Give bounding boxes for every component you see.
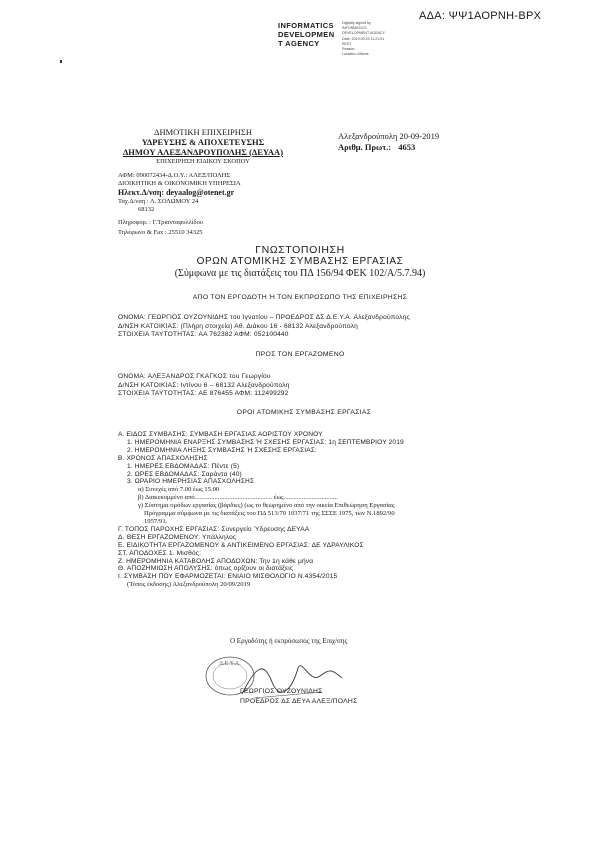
employer-heading: ΑΠΟ ΤΟΝ ΕΡΓΟΔΟΤΗ Ή ΤΟΝ ΕΚΠΡΟΣΩΠΟ ΤΗΣ ΕΠΙΧΕΙΡΗΣΗΣ [192, 294, 408, 301]
term-line: Α. ΕΙΔΟΣ ΣΥΜΒΑΣΗΣ: ΣΥΜΒΑΣΗ ΕΡΓΑΣΙΑΣ ΑΟΡΙΣΤΟΥ ΧΡΟΝΟΥ [118, 431, 323, 438]
logo-small-line: Digitally signed by [342, 21, 371, 25]
document-title: ΓΝΩΣΤΟΠΟΙΗΣΗ [255, 244, 345, 256]
employer-address: Δ/ΝΣΗ ΚΑΤΟΙΚΙΑΣ: (Πλήρη στοιχεία) Αθ. Διάκου 16 - 68132 Αλεξανδρούπολη [118, 322, 358, 330]
term-line: 1957/91. [144, 517, 168, 525]
address-line: Ταχ.Δ/νση : Λ. ΣΟΛΩΜΟΥ 24 [118, 198, 199, 205]
protocol-number [338, 142, 439, 153]
contact-line: Πληροφορ. : Γ.Τριανταφυλλίδου [118, 219, 204, 226]
term-line: 1. ΗΜΕΡΕΣ ΕΒΔΟΜΑΔΑΣ: Πέντε (5) [127, 462, 240, 470]
employer-name: ΟΝΟΜΑ: ΓΕΩΡΓΙΟΣ ΟΥΖΟΥΝΙΔΗΣ του Ιγνατίου – ΠΡΟΕΔΡΟΣ ΔΣ Δ.Ε.Υ.Α. Αλεξανδρούπολης [118, 314, 410, 321]
term-line: 2. ΗΜΕΡΟΜΗΝΙΑ ΛΗΞΗΣ ΣΥΜΒΑΣΗΣ Ή ΣΧΕΣΗΣ ΕΡΓΑΣΙΑΣ: [127, 446, 317, 454]
employee-heading: ΠΡΟΣ ΤΟΝ ΕΡΓΑΖΟΜΕΝΟ [255, 351, 345, 358]
logo-small-line: INFORMATICS [342, 26, 367, 31]
signatory-title: ΠΡΟΕΔΡΟΣ ΔΣ ΔΕΥΑ ΑΛΕΞ/ΠΟΛΗΣ [240, 698, 358, 705]
protocol-label: Αριθμ. Πρωτ.: [338, 142, 392, 152]
employee-address: Δ/ΝΣΗ ΚΑΤΟΙΚΙΑΣ: Ιντίνου 6 – 68132 Αλεξανδρούπολη [118, 381, 290, 389]
letterhead [118, 127, 288, 167]
email-line: Ηλεκτ.Δ/νση: deyaalog@otenet.gr [118, 188, 235, 197]
legal-reference: (Σύμφωνα με τις διατάξεις του ΠΔ 156/94 ΦΕΚ 102/Α/5.7.94) [174, 268, 426, 279]
logo-small-line: DEVELOPMENT AGENCY [342, 31, 386, 36]
term-line: ΣΤ. ΑΠΟΔΟΧΕΣ 1. Μισθός: [118, 549, 202, 557]
stamp-text: Δ.Ε.Υ.Α. [219, 661, 241, 667]
term-line: Ζ. ΗΜΕΡΟΜΗΝΙΑ ΚΑΤΑΒΟΛΗΣ ΑΠΟΔΟΧΩΝ: Την 1η κάθε μήνα [118, 557, 314, 565]
term-line: Β. ΧΡΟΝΟΣ ΑΠΑΣΧΟΛΗΣΗΣ [118, 454, 208, 462]
term-line: Πρόγραμμα σύμφωνα με τις διατάξεις του ΠΔ 513/70 1037/71 της ΣΣΣΕ 1975, των Ν.1892/90 [144, 510, 395, 518]
employer-block [118, 314, 498, 340]
logo-small-line: EEST [342, 41, 352, 46]
document-subtitle: ΟΡΩΝ ΑΤΟΜΙΚΗΣ ΣΥΜΒΑΣΗΣ ΕΡΓΑΣΙΑΣ [196, 256, 404, 267]
signature-caption: Ο Εργοδότης ή εκπρόσωπος της Επιχ/σης [230, 637, 348, 645]
logo-small-line: Reason: [342, 47, 356, 52]
ada-code: ΑΔΑ: ΨΨ1ΑΟΡΝΗ-ΒΡΧ [419, 10, 542, 22]
term-line: Ι. ΣΥΜΒΑΣΗ ΠΟΥ ΕΦΑΡΜΟΖΕΤΑΙ: ΕΝΙΑΙΟ ΜΙΣΘΟΛΟΓΙΟ Ν.4354/2015 [118, 573, 338, 581]
term-line: γ) Σύστημα ομάδων εργασίας (βάρδιες) (ως το θεωρημένο από την οικεία Επιθεώρηση Εργασίας [138, 502, 395, 510]
terms-list [118, 431, 478, 589]
term-line: Θ. ΑΠΟΖΗΜΙΩΣΗ ΑΠΟΛΥΣΗΣ: όπως ορίζουν οι διατάξεις [118, 565, 294, 573]
term-line: Γ. ΤΟΠΟΣ ΠΑΡΟΧΗΣ ΕΡΓΑΣΙΑΣ: Συνεργείο Ύδρευσης ΔΕΥΑΑ [118, 525, 310, 533]
digital-signature-details [342, 21, 385, 57]
employee-id: ΣΤΟΙΧΕΙΑ ΤΑΥΤΟΤΗΤΑΣ: ΑΕ 876455 ΑΦΜ: 112499292 [118, 390, 289, 397]
company-info [118, 172, 241, 237]
term-line: α) Συνεχές από 7.00 έως 15.00 [138, 486, 220, 494]
term-line: 3. ΩΡΑΡΙΟ ΗΜΕΡΗΣΙΑΣ ΑΠΑΣΧΟΛΗΣΗΣ [127, 478, 255, 486]
letterhead-line-2: ΥΔΡΕΥΣΗΣ & ΑΠΟΧΕΤΕΥΣΗΣ [141, 137, 265, 147]
term-line: 2. ΩΡΕΣ ΕΒΔΟΜΑΔΑΣ: Σαράντα (40) [127, 470, 242, 478]
employee-block [118, 373, 498, 399]
letterhead-line-1: ΔΗΜΟΤΙΚΗ ΕΠΙΧΕΙΡΗΣΗ [154, 127, 252, 137]
letterhead-line-4: ΕΠΙΧΕΙΡΗΣΗ ΕΙΔΙΚΟΥ ΣΚΟΠΟΥ [156, 158, 250, 165]
signatory-name: ΓΕΩΡΓΙΟΣ ΟΥΖΟΥΝΙΔΗΣ [240, 688, 323, 695]
employer-id: ΣΤΟΙΧΕΙΑ ΤΑΥΤΟΤΗΤΑΣ: ΑΑ 762382 ΑΦΜ: 052100440 [118, 331, 289, 338]
document-date: Αλεξανδρούπολη 20-09-2019 [338, 131, 440, 141]
document-date-block [338, 131, 439, 153]
term-line: (Τόπος έκδοσης) Αλεξανδρούπολη 20/09/2019 [127, 581, 251, 589]
term-line: 1. ΗΜΕΡΟΜΗΝΙΑ ΕΝΑΡΞΗΣ ΣΥΜΒΑΣΗΣ Ή ΣΧΕΣΗΣ ΕΡΓΑΣΙΑΣ: 1η ΣΕΠΤΕΜΒΡΙΟΥ 2019 [127, 438, 404, 446]
logo-line: INFORMATICS [278, 21, 334, 30]
term-line: Ε. ΕΙΔΙΚΟΤΗΤΑ ΕΡΓΑΖΟΜΕΝΟΥ & ΑΝΤΙΚΕΙΜΕΝΟ ΕΡΓΑΣΙΑΣ: ΔΕ ΥΔΡΑΥΛΙΚΟΣ [118, 541, 364, 549]
scan-mark [60, 60, 62, 63]
afm-line: ΑΦΜ: 090072434-Δ.Ο.Υ.: ΑΛΕΞ/ΠΟΛΗΣ [118, 172, 231, 179]
logo-small-line: Location: Athens [342, 52, 369, 57]
protocol-value: 4653 [398, 142, 416, 152]
letterhead-line-3: ΔΗΜΟΥ ΑΛΕΞΑΝΔΡΟΥΠΟΛΗΣ (ΔΕΥΑΑ) [122, 147, 284, 157]
terms-heading: ΟΡΟΙ ΑΤΟΜΙΚΗΣ ΣΥΜΒΑΣΗΣ ΕΡΓΑΣΙΑΣ [236, 409, 372, 416]
signature-logo [278, 21, 335, 48]
logo-line: DEVELOPMEN [278, 30, 335, 39]
employee-name: ΟΝΟΜΑ: ΑΛΕΞΑΝΔΡΟΣ ΓΚΑΓΚΟΣ του Γεωργίου [118, 373, 271, 380]
term-line: Δ. ΘΕΣΗ ΕΡΓΑΖΟΜΕΝΟΥ: Υπάλληλος [118, 533, 237, 541]
postcode-line: 68132 [138, 206, 155, 213]
term-line: β) Διακεκομμένο από............................................... έως................................. [138, 494, 338, 502]
phone-line: Τηλέφωνο & Fax : 25510 34325 [118, 229, 203, 236]
logo-line: T AGENCY [278, 39, 320, 48]
signatory [240, 687, 357, 707]
logo-small-line: Date: 2019.09.23 11:21:51 [342, 36, 385, 41]
department-line: ΔΙΟΙΚΗΤΙΚΗ & ΟΙΚΟΝΟΜΙΚΗ ΥΠΗΡΕΣΙΑ [118, 180, 241, 187]
